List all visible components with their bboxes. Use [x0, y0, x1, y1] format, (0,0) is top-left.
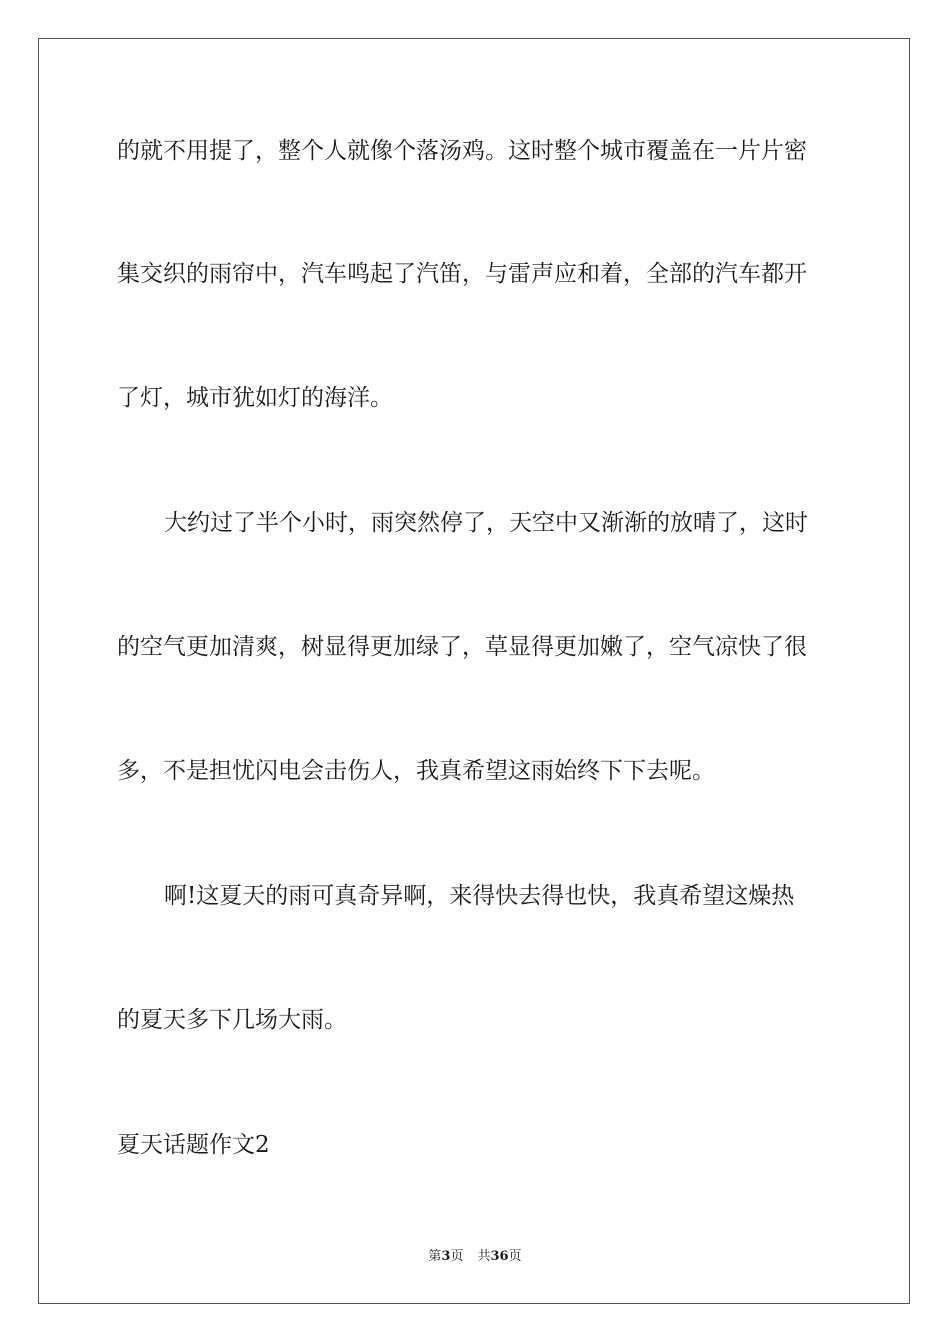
text-line-8: 的夏天多下几场大雨。: [117, 1007, 347, 1033]
total-suffix: 页: [508, 1249, 522, 1264]
text-line-4: 大约过了半个小时，雨突然停了，天空中又渐渐的放晴了，这时: [164, 510, 808, 536]
section-heading: 夏天话题作文2: [117, 1132, 270, 1158]
text-line-7: 啊!这夏天的雨可真奇异啊，来得快去得也快，我真希望这燥热: [164, 883, 795, 909]
text-line-6: 多，不是担忧闪电会击伤人，我真希望这雨始终下下去呢。: [117, 758, 715, 784]
page-prefix: 第: [428, 1249, 442, 1264]
total-prefix: 共: [477, 1249, 491, 1264]
page-footer: [0, 1248, 950, 1266]
page-number: 3: [441, 1249, 451, 1264]
page-border: [38, 38, 910, 1304]
text-line-3: 了灯，城市犹如灯的海洋。: [117, 385, 393, 411]
total-pages: 36: [490, 1249, 509, 1264]
text-line-2: 集交织的雨帘中，汽车鸣起了汽笛，与雷声应和着，全部的汽车都开: [117, 261, 807, 287]
text-line-1: 的就不用提了，整个人就像个落汤鸡。这时整个城市覆盖在一片片密: [117, 138, 807, 164]
text-line-5: 的空气更加清爽，树显得更加绿了，草显得更加嫩了，空气凉快了很: [117, 634, 807, 660]
page-suffix: 页: [450, 1249, 464, 1264]
